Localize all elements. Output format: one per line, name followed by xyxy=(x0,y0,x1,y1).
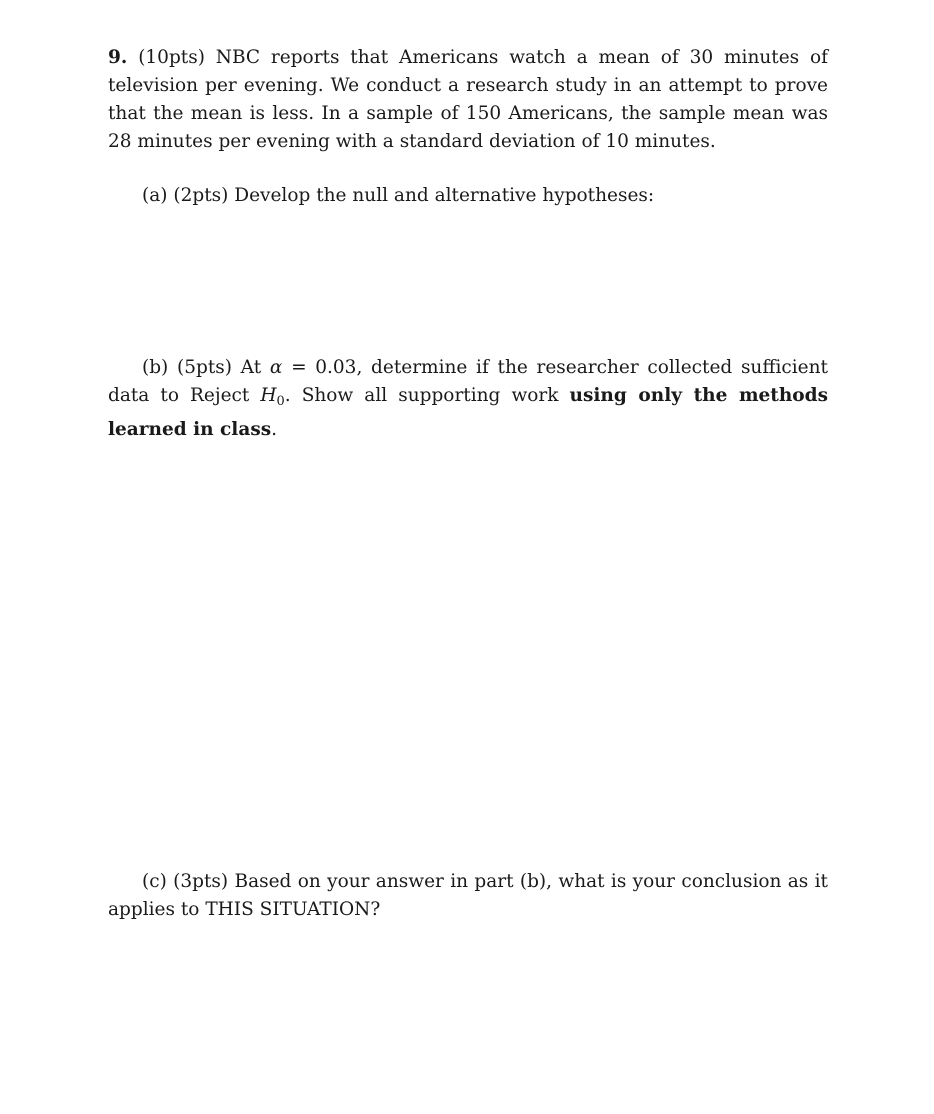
question-points: (10pts) xyxy=(138,47,205,68)
part-a-text: Develop the null and alternative hypotheses: xyxy=(234,185,655,206)
part-b-points: (5pts) xyxy=(176,357,232,378)
part-c-label: (c) xyxy=(142,871,167,892)
question-text: NBC reports that Americans watch a mean of 30 minutes of television per evening. We conduct a research study in an attempt to prove that the mean is less. In a sample of 150 Americans, the sample mean was 28 minutes per evening with a standard deviation of 10 minutes. xyxy=(108,47,829,152)
part-b-label: (b) xyxy=(142,357,169,378)
part-b-end: . xyxy=(271,418,278,440)
h-subscript: 0 xyxy=(276,393,285,409)
part-b-bold-text: using only the methods learned in class xyxy=(108,385,828,440)
question-9 xyxy=(108,44,828,156)
alpha-symbol: α xyxy=(269,357,283,378)
part-b-text-before: At xyxy=(240,357,262,378)
part-b-text-after: . Show all supporting work xyxy=(284,385,559,406)
part-a-points: (2pts) xyxy=(173,185,229,206)
alpha-value: = 0.03, determine if the researcher collected sufficient data to Reject xyxy=(108,357,828,406)
h-null xyxy=(260,385,285,409)
part-c-points: (3pts) xyxy=(173,871,229,892)
part-a xyxy=(108,182,862,210)
part-b xyxy=(108,354,828,444)
part-c-text: Based on your answer in part (b), what is your conclusion as it applies to THIS SITUATION? xyxy=(108,871,828,920)
question-number: 9. xyxy=(108,47,128,68)
h-letter: H xyxy=(260,385,277,406)
part-c xyxy=(108,868,828,924)
part-a-label: (a) xyxy=(142,185,168,206)
